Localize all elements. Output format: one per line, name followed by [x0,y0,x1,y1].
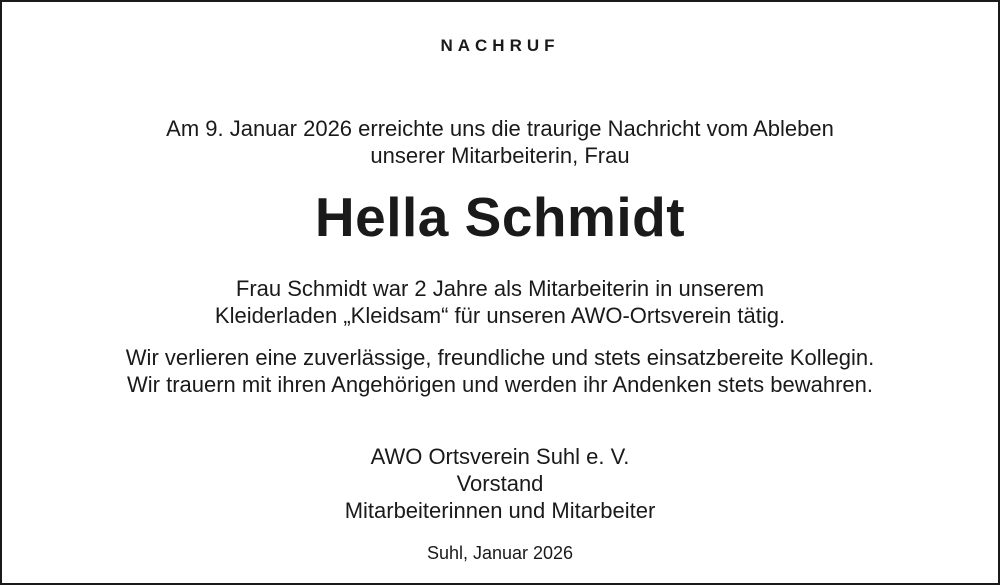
signature-block [2,443,998,524]
paragraph-line: Wir trauern mit ihren Angehörigen und werden ihr Andenken stets bewahren. [127,372,873,397]
paragraph-line: Frau Schmidt war 2 Jahre als Mitarbeiterin in unserem [235,276,765,301]
intro-text [2,115,998,169]
intro-line: unserer Mitarbeiterin, Frau [370,143,630,168]
deceased-name: Hella Schmidt [314,186,686,248]
paragraph-line: Kleiderladen „Kleidsam“ für unseren AWO-Ortsverein tätig. [214,303,786,328]
tribute-paragraph [2,344,998,398]
place-date: Suhl, Januar 2026 [426,543,574,563]
notice-heading: NACHRUF [440,36,560,55]
signature-staff: Mitarbeiterinnen und Mitarbeiter [344,498,656,523]
employment-paragraph [2,275,998,329]
signature-organization: AWO Ortsverein Suhl e. V. [370,444,630,469]
signature-board: Vorstand [456,471,544,496]
paragraph-line: Wir verlieren eine zuverlässige, freundliche und stets einsatzbereite Kollegin. [125,345,875,370]
intro-line: Am 9. Januar 2026 erreichte uns die traurige Nachricht vom Ableben [166,116,834,141]
